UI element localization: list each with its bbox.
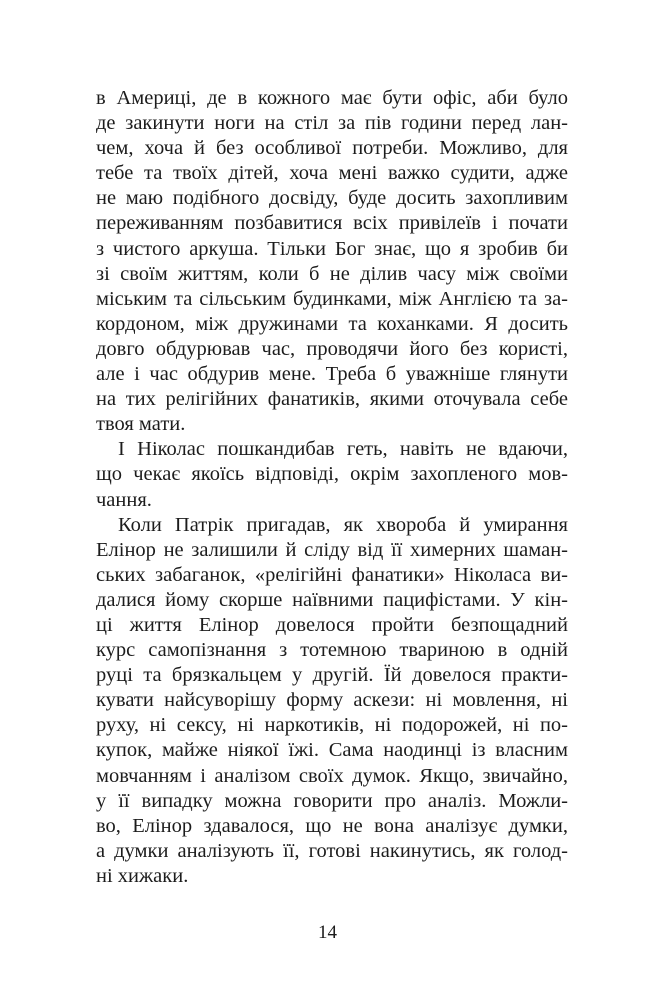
- text-line: кордоном, між дружинами та коханками. Я досить: [96, 312, 568, 335]
- text-line: кувати найсуворішу форму аскези: ні мовлення, ні: [96, 689, 568, 712]
- text-line: Коли Патрік пригадав, як хвороба й умирання: [118, 513, 568, 536]
- page-body: [96, 86, 568, 889]
- text-line: тебе та твоїх дітей, хоча мені важко судити, адже: [96, 162, 568, 185]
- text-line: довго обдурював час, проводячи його без користі,: [96, 337, 568, 360]
- text-line: переживанням позбавитися всіх привілеїв і почати: [96, 212, 568, 235]
- page-number: 14: [318, 922, 337, 943]
- text-line: в Америці, де в кожного має бути офіс, аби було: [96, 87, 568, 109]
- text-line: де закинути ноги на стіл за пів години перед лан-: [96, 112, 568, 135]
- text-line: зі своїм життям, коли б не ділив часу між своїми: [96, 262, 568, 285]
- paragraph: [96, 86, 568, 437]
- text-line: ні хижаки.: [96, 864, 189, 887]
- text-line: не маю подібного досвіду, буде досить захопливим: [96, 187, 568, 210]
- text-line: руху, ні сексу, ні наркотиків, ні подорожей, ні по-: [96, 714, 568, 737]
- text-line: руці та брязкальцем у другій. Їй довелося практи-: [96, 664, 568, 687]
- text-line: І Ніколас пошкандибав геть, навіть не вдаючи,: [118, 438, 568, 461]
- text-line: мовчанням і аналізом своїх думок. Якщо, звичайно,: [96, 764, 568, 787]
- text-line: міським та сільським будинками, між Англією та за-: [96, 287, 568, 310]
- text-line: чання.: [96, 488, 152, 511]
- text-line: чем, хоча й без особливої потреби. Можливо, для: [96, 137, 568, 160]
- text-line: що чекає якоїсь відповіді, окрім захопленого мов-: [96, 463, 568, 486]
- text-line: Елінор не залишили й сліду від її химерних шаман-: [96, 538, 568, 561]
- text-line: во, Елінор здавалося, що не вона аналізує думки,: [96, 814, 568, 837]
- paragraph: [96, 437, 568, 512]
- text-line: ці життя Елінор довелося пройти безпощадний: [96, 613, 568, 636]
- text-line: у її випадку можна говорити про аналіз. Можли-: [96, 789, 568, 812]
- text-line: купок, майже ніякої їжі. Сама наодинці із власним: [96, 739, 568, 762]
- text-line: на тих релігійних фанатиків, якими оточувала себе: [96, 388, 568, 411]
- text-line: курс самопізнання з тотемною твариною в одній: [96, 639, 568, 662]
- text-line: з чистого аркуша. Тільки Бог знає, що я зробив би: [96, 237, 568, 260]
- text-line: а думки аналізують її, готові накинутись, як голод-: [96, 839, 568, 862]
- text-line: але і час обдурив мене. Треба б уважніше глянути: [96, 363, 568, 386]
- paragraph: [96, 513, 568, 889]
- text-line: далися йому скорше наївними пацифістами. У кін-: [96, 588, 568, 611]
- text-line: ських забаганок, «релігійні фанатики» Ніколаса ви-: [96, 563, 568, 586]
- text-line: твоя мати.: [96, 413, 186, 436]
